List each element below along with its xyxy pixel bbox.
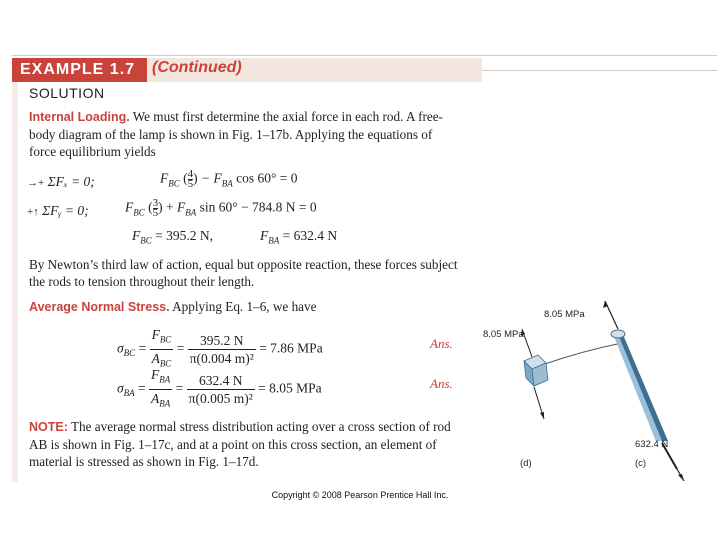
avg-stress-text: Applying Eq. 1–6, we have bbox=[172, 299, 317, 314]
figure-caption-c: (c) bbox=[635, 458, 647, 469]
res-fbc-value: = 395.2 N, bbox=[155, 228, 214, 243]
eq1-cos: cos 60° = 0 bbox=[236, 170, 298, 186]
eq1-frac-den: 5 bbox=[187, 178, 194, 190]
eq1-fba: − F bbox=[201, 170, 222, 186]
s2-den: π(0.005 m)² bbox=[188, 390, 253, 406]
bottom-arrowhead bbox=[678, 474, 684, 481]
answer-label-1: Ans. bbox=[430, 336, 453, 351]
newton-paragraph: By Newton’s third law of action, equal but opposite reaction, these forces subject the rods to tension throughout their length. bbox=[29, 257, 458, 289]
internal-loading-paragraph bbox=[29, 108, 461, 160]
eq2-sign: +↑ bbox=[27, 206, 39, 218]
s2-result: = 8.05 MPa bbox=[258, 380, 322, 396]
s1-a-sub: BC bbox=[159, 358, 172, 369]
equation-sum-fy bbox=[27, 203, 89, 219]
avg-stress-heading: Average Normal Stress. bbox=[29, 300, 170, 314]
s1-den: π(0.004 m)² bbox=[189, 350, 254, 366]
eq2-fba-sub: BA bbox=[185, 207, 197, 218]
equation-fx-right: $F_{BC}$ ( $\frac{4}{5}$ ) − $F_{BA}$ cos 60° = 0 bbox=[160, 168, 298, 190]
s1-result: = 7.86 MPa bbox=[259, 340, 323, 356]
eq2-fbc-sub: BC bbox=[133, 207, 145, 218]
res-fba-sub: BA bbox=[268, 235, 280, 246]
left-margin-strip bbox=[12, 82, 18, 482]
s1-f: F bbox=[151, 327, 160, 342]
eq1-fba-sub: BA bbox=[221, 178, 233, 189]
stress-element-cube bbox=[524, 355, 548, 386]
rod-body bbox=[611, 330, 668, 441]
s2-a-sub: BA bbox=[159, 398, 171, 409]
res-fba-symbol: F bbox=[260, 228, 269, 243]
s2-sigma-sub: BA bbox=[123, 387, 135, 398]
s2-num: 632.4 N bbox=[187, 372, 255, 390]
figure-left-label: 8.05 MPa bbox=[483, 329, 524, 340]
copyright-notice: Copyright © 2008 Pearson Prentice Hall Inc. bbox=[271, 490, 449, 500]
answer-label-2: Ans. bbox=[430, 376, 453, 391]
avg-stress-paragraph bbox=[29, 298, 461, 316]
s1-sigma: σ bbox=[117, 340, 124, 356]
s2-numeric-fraction bbox=[187, 372, 255, 407]
element-bottom-arrowhead bbox=[540, 412, 544, 419]
s1-numeric-fraction bbox=[188, 332, 256, 367]
continued-label: (Continued) bbox=[152, 59, 242, 76]
eq1-left: ΣFₓ = 0; bbox=[47, 174, 95, 189]
eq2-sin: sin 60° − 784.8 N = 0 bbox=[199, 199, 317, 215]
eq2-fba: F bbox=[177, 199, 186, 215]
s2-symbolic-fraction bbox=[149, 366, 172, 412]
eq2-frac-num: 3 bbox=[152, 197, 159, 209]
figure-top-label: 8.05 MPa bbox=[544, 309, 585, 320]
result-fbc bbox=[132, 228, 213, 246]
example-label-box bbox=[12, 58, 147, 82]
eq1-sign: →+ bbox=[27, 177, 45, 189]
equation-fy-right: $F_{BC}$ ( $\frac{3}{5}$ ) + $F_{BA}$ sin 60° − 784.8 N = 0 bbox=[125, 197, 317, 219]
equation-sum-fx bbox=[27, 174, 95, 190]
eq2-fraction bbox=[153, 199, 159, 218]
res-fba-value: = 632.4 N bbox=[282, 228, 338, 243]
rod-stress-figure bbox=[472, 291, 712, 481]
res-fbc-symbol: F bbox=[132, 228, 141, 243]
s2-f-sub: BA bbox=[159, 374, 171, 385]
internal-loading-heading: Internal Loading. bbox=[29, 110, 130, 124]
eq1-fraction bbox=[188, 170, 194, 189]
s1-sigma-sub: BC bbox=[123, 347, 136, 358]
s1-num: 395.2 N bbox=[188, 332, 256, 350]
note-text: The average normal stress distribution acting over a cross section of rod AB is shown in Fig. 1–17c, and at a point on this cross section, an element of material is stressed as shown in Fig. 1–17d. bbox=[29, 419, 451, 469]
textbook-page-panel bbox=[12, 55, 717, 483]
s2-a: A bbox=[151, 390, 160, 406]
connector-line bbox=[542, 343, 622, 365]
stress-bc-equation: $\sigma_{BC}$ = $F_{BC}$ $A_{BC}$ = $\frac{395.2 N}{\text{π(0.004 m)²}}$ = 7.86 MPa bbox=[117, 326, 323, 372]
eq2-left: ΣFᵧ = 0; bbox=[42, 203, 89, 218]
figure-caption-d: (d) bbox=[520, 458, 532, 469]
solution-title: SOLUTION bbox=[29, 85, 105, 101]
s1-f-sub: BC bbox=[159, 334, 172, 345]
note-paragraph bbox=[29, 418, 461, 470]
eq1-fbc: F bbox=[160, 170, 169, 186]
stress-ba-equation: $\sigma_{BA}$ = $F_{BA}$ $A_{BA}$ = $\frac{632.4 N}{\text{π(0.005 m)²}}$ = 8.05 MPa bbox=[117, 366, 322, 412]
s2-f: F bbox=[151, 367, 160, 382]
s1-a: A bbox=[151, 350, 160, 366]
eq2-fbc: F bbox=[125, 199, 134, 215]
eq1-frac-num: 4 bbox=[187, 168, 194, 180]
eq2-frac-den: 5 bbox=[152, 207, 159, 219]
figure-bottom-label: 632.4 N bbox=[635, 439, 669, 450]
example-number: EXAMPLE 1.7 bbox=[20, 61, 136, 78]
s2-sigma: σ bbox=[117, 380, 124, 396]
header-rule bbox=[482, 70, 717, 71]
eq1-fbc-sub: BC bbox=[168, 178, 180, 189]
result-fba bbox=[260, 228, 337, 246]
note-heading: NOTE: bbox=[29, 420, 68, 434]
res-fbc-sub: BC bbox=[140, 235, 152, 246]
internal-loading-text: We must first determine the axial force in each rod. A free-body diagram of the lamp is shown in Fig. 1–17b. Applying the equations of force equilibrium yields bbox=[29, 109, 443, 159]
